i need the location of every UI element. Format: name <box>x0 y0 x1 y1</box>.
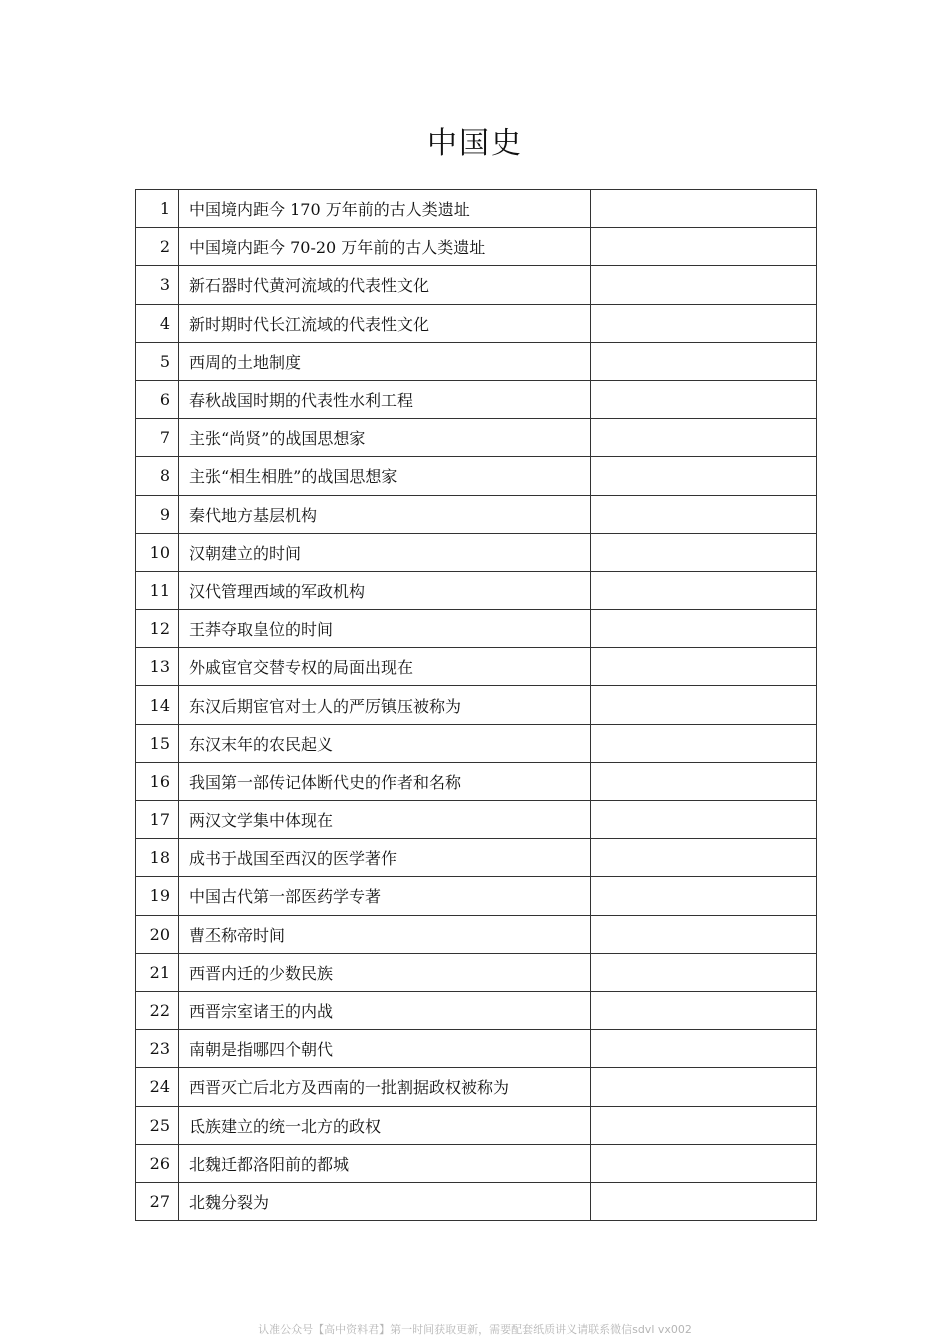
table-row <box>136 571 817 609</box>
question-text: 秦代地方基层机构 <box>179 495 591 533</box>
answer-cell[interactable] <box>591 304 817 342</box>
answer-cell[interactable] <box>591 801 817 839</box>
row-number: 16 <box>136 762 179 800</box>
answer-cell[interactable] <box>591 877 817 915</box>
answer-cell[interactable] <box>591 190 817 228</box>
answer-cell[interactable] <box>591 457 817 495</box>
row-number: 13 <box>136 648 179 686</box>
row-number: 5 <box>136 342 179 380</box>
row-number: 12 <box>136 610 179 648</box>
answer-cell[interactable] <box>591 495 817 533</box>
answer-cell[interactable] <box>591 1144 817 1182</box>
answer-cell[interactable] <box>591 266 817 304</box>
question-text: 新石器时代黄河流域的代表性文化 <box>179 266 591 304</box>
question-text: 中国古代第一部医药学专著 <box>179 877 591 915</box>
table-row <box>136 380 817 418</box>
page-title: 中国史 <box>427 126 523 161</box>
question-text: 王莽夺取皇位的时间 <box>179 610 591 648</box>
question-text: 东汉后期宦官对士人的严厉镇压被称为 <box>179 686 591 724</box>
row-number: 25 <box>136 1106 179 1144</box>
table-row <box>136 457 817 495</box>
table-row <box>136 1030 817 1068</box>
table-row <box>136 304 817 342</box>
row-number: 4 <box>136 304 179 342</box>
question-text: 主张“尚贤”的战国思想家 <box>179 419 591 457</box>
question-text: 北魏迁都洛阳前的都城 <box>179 1144 591 1182</box>
table-row <box>136 724 817 762</box>
question-text: 中国境内距今 70-20 万年前的古人类遗址 <box>179 228 591 266</box>
row-number: 9 <box>136 495 179 533</box>
question-table-body <box>136 190 817 1221</box>
question-table <box>135 189 817 1221</box>
question-text: 西晋灭亡后北方及西南的一批割据政权被称为 <box>179 1068 591 1106</box>
table-row <box>136 533 817 571</box>
table-row <box>136 190 817 228</box>
question-text: 汉代管理西域的军政机构 <box>179 571 591 609</box>
answer-cell[interactable] <box>591 686 817 724</box>
table-row <box>136 610 817 648</box>
answer-cell[interactable] <box>591 953 817 991</box>
table-row <box>136 1106 817 1144</box>
answer-cell[interactable] <box>591 571 817 609</box>
answer-cell[interactable] <box>591 915 817 953</box>
row-number: 24 <box>136 1068 179 1106</box>
table-row <box>136 991 817 1029</box>
row-number: 21 <box>136 953 179 991</box>
question-text: 西晋内迁的少数民族 <box>179 953 591 991</box>
row-number: 8 <box>136 457 179 495</box>
answer-cell[interactable] <box>591 1182 817 1220</box>
question-text: 新时期时代长江流域的代表性文化 <box>179 304 591 342</box>
table-row <box>136 762 817 800</box>
question-text: 西周的土地制度 <box>179 342 591 380</box>
table-row <box>136 342 817 380</box>
answer-cell[interactable] <box>591 1068 817 1106</box>
table-row <box>136 953 817 991</box>
table-row <box>136 801 817 839</box>
answer-cell[interactable] <box>591 724 817 762</box>
row-number: 20 <box>136 915 179 953</box>
row-number: 17 <box>136 801 179 839</box>
row-number: 23 <box>136 1030 179 1068</box>
table-row <box>136 495 817 533</box>
answer-cell[interactable] <box>591 991 817 1029</box>
question-text: 两汉文学集中体现在 <box>179 801 591 839</box>
row-number: 7 <box>136 419 179 457</box>
table-row <box>136 648 817 686</box>
question-text: 中国境内距今 170 万年前的古人类遗址 <box>179 190 591 228</box>
row-number: 22 <box>136 991 179 1029</box>
table-row <box>136 686 817 724</box>
footer-watermark: 认准公众号【高中资料君】第一时间获取更新，需要配套纸质讲义请联系微信sdvl vx002 <box>258 1323 692 1336</box>
row-number: 11 <box>136 571 179 609</box>
table-row <box>136 1144 817 1182</box>
table-row <box>136 1068 817 1106</box>
answer-cell[interactable] <box>591 762 817 800</box>
answer-cell[interactable] <box>591 648 817 686</box>
answer-cell[interactable] <box>591 610 817 648</box>
row-number: 6 <box>136 380 179 418</box>
row-number: 2 <box>136 228 179 266</box>
answer-cell[interactable] <box>591 419 817 457</box>
row-number: 18 <box>136 839 179 877</box>
table-row <box>136 915 817 953</box>
question-text: 成书于战国至西汉的医学著作 <box>179 839 591 877</box>
row-number: 15 <box>136 724 179 762</box>
question-text: 我国第一部传记体断代史的作者和名称 <box>179 762 591 800</box>
table-row <box>136 228 817 266</box>
answer-cell[interactable] <box>591 1030 817 1068</box>
row-number: 3 <box>136 266 179 304</box>
table-row <box>136 839 817 877</box>
table-row <box>136 877 817 915</box>
question-text: 北魏分裂为 <box>179 1182 591 1220</box>
row-number: 27 <box>136 1182 179 1220</box>
row-number: 19 <box>136 877 179 915</box>
question-text: 西晋宗室诸王的内战 <box>179 991 591 1029</box>
question-text: 曹丕称帝时间 <box>179 915 591 953</box>
answer-cell[interactable] <box>591 380 817 418</box>
answer-cell[interactable] <box>591 228 817 266</box>
table-row <box>136 266 817 304</box>
table-row <box>136 419 817 457</box>
question-text: 汉朝建立的时间 <box>179 533 591 571</box>
answer-cell[interactable] <box>591 1106 817 1144</box>
row-number: 1 <box>136 190 179 228</box>
answer-cell[interactable] <box>591 533 817 571</box>
question-text: 外戚宦官交替专权的局面出现在 <box>179 648 591 686</box>
answer-cell[interactable] <box>591 839 817 877</box>
question-text: 氐族建立的统一北方的政权 <box>179 1106 591 1144</box>
row-number: 26 <box>136 1144 179 1182</box>
question-text: 东汉末年的农民起义 <box>179 724 591 762</box>
question-text: 主张“相生相胜”的战国思想家 <box>179 457 591 495</box>
question-text: 春秋战国时期的代表性水利工程 <box>179 380 591 418</box>
table-row <box>136 1182 817 1220</box>
row-number: 14 <box>136 686 179 724</box>
question-text: 南朝是指哪四个朝代 <box>179 1030 591 1068</box>
row-number: 10 <box>136 533 179 571</box>
answer-cell[interactable] <box>591 342 817 380</box>
